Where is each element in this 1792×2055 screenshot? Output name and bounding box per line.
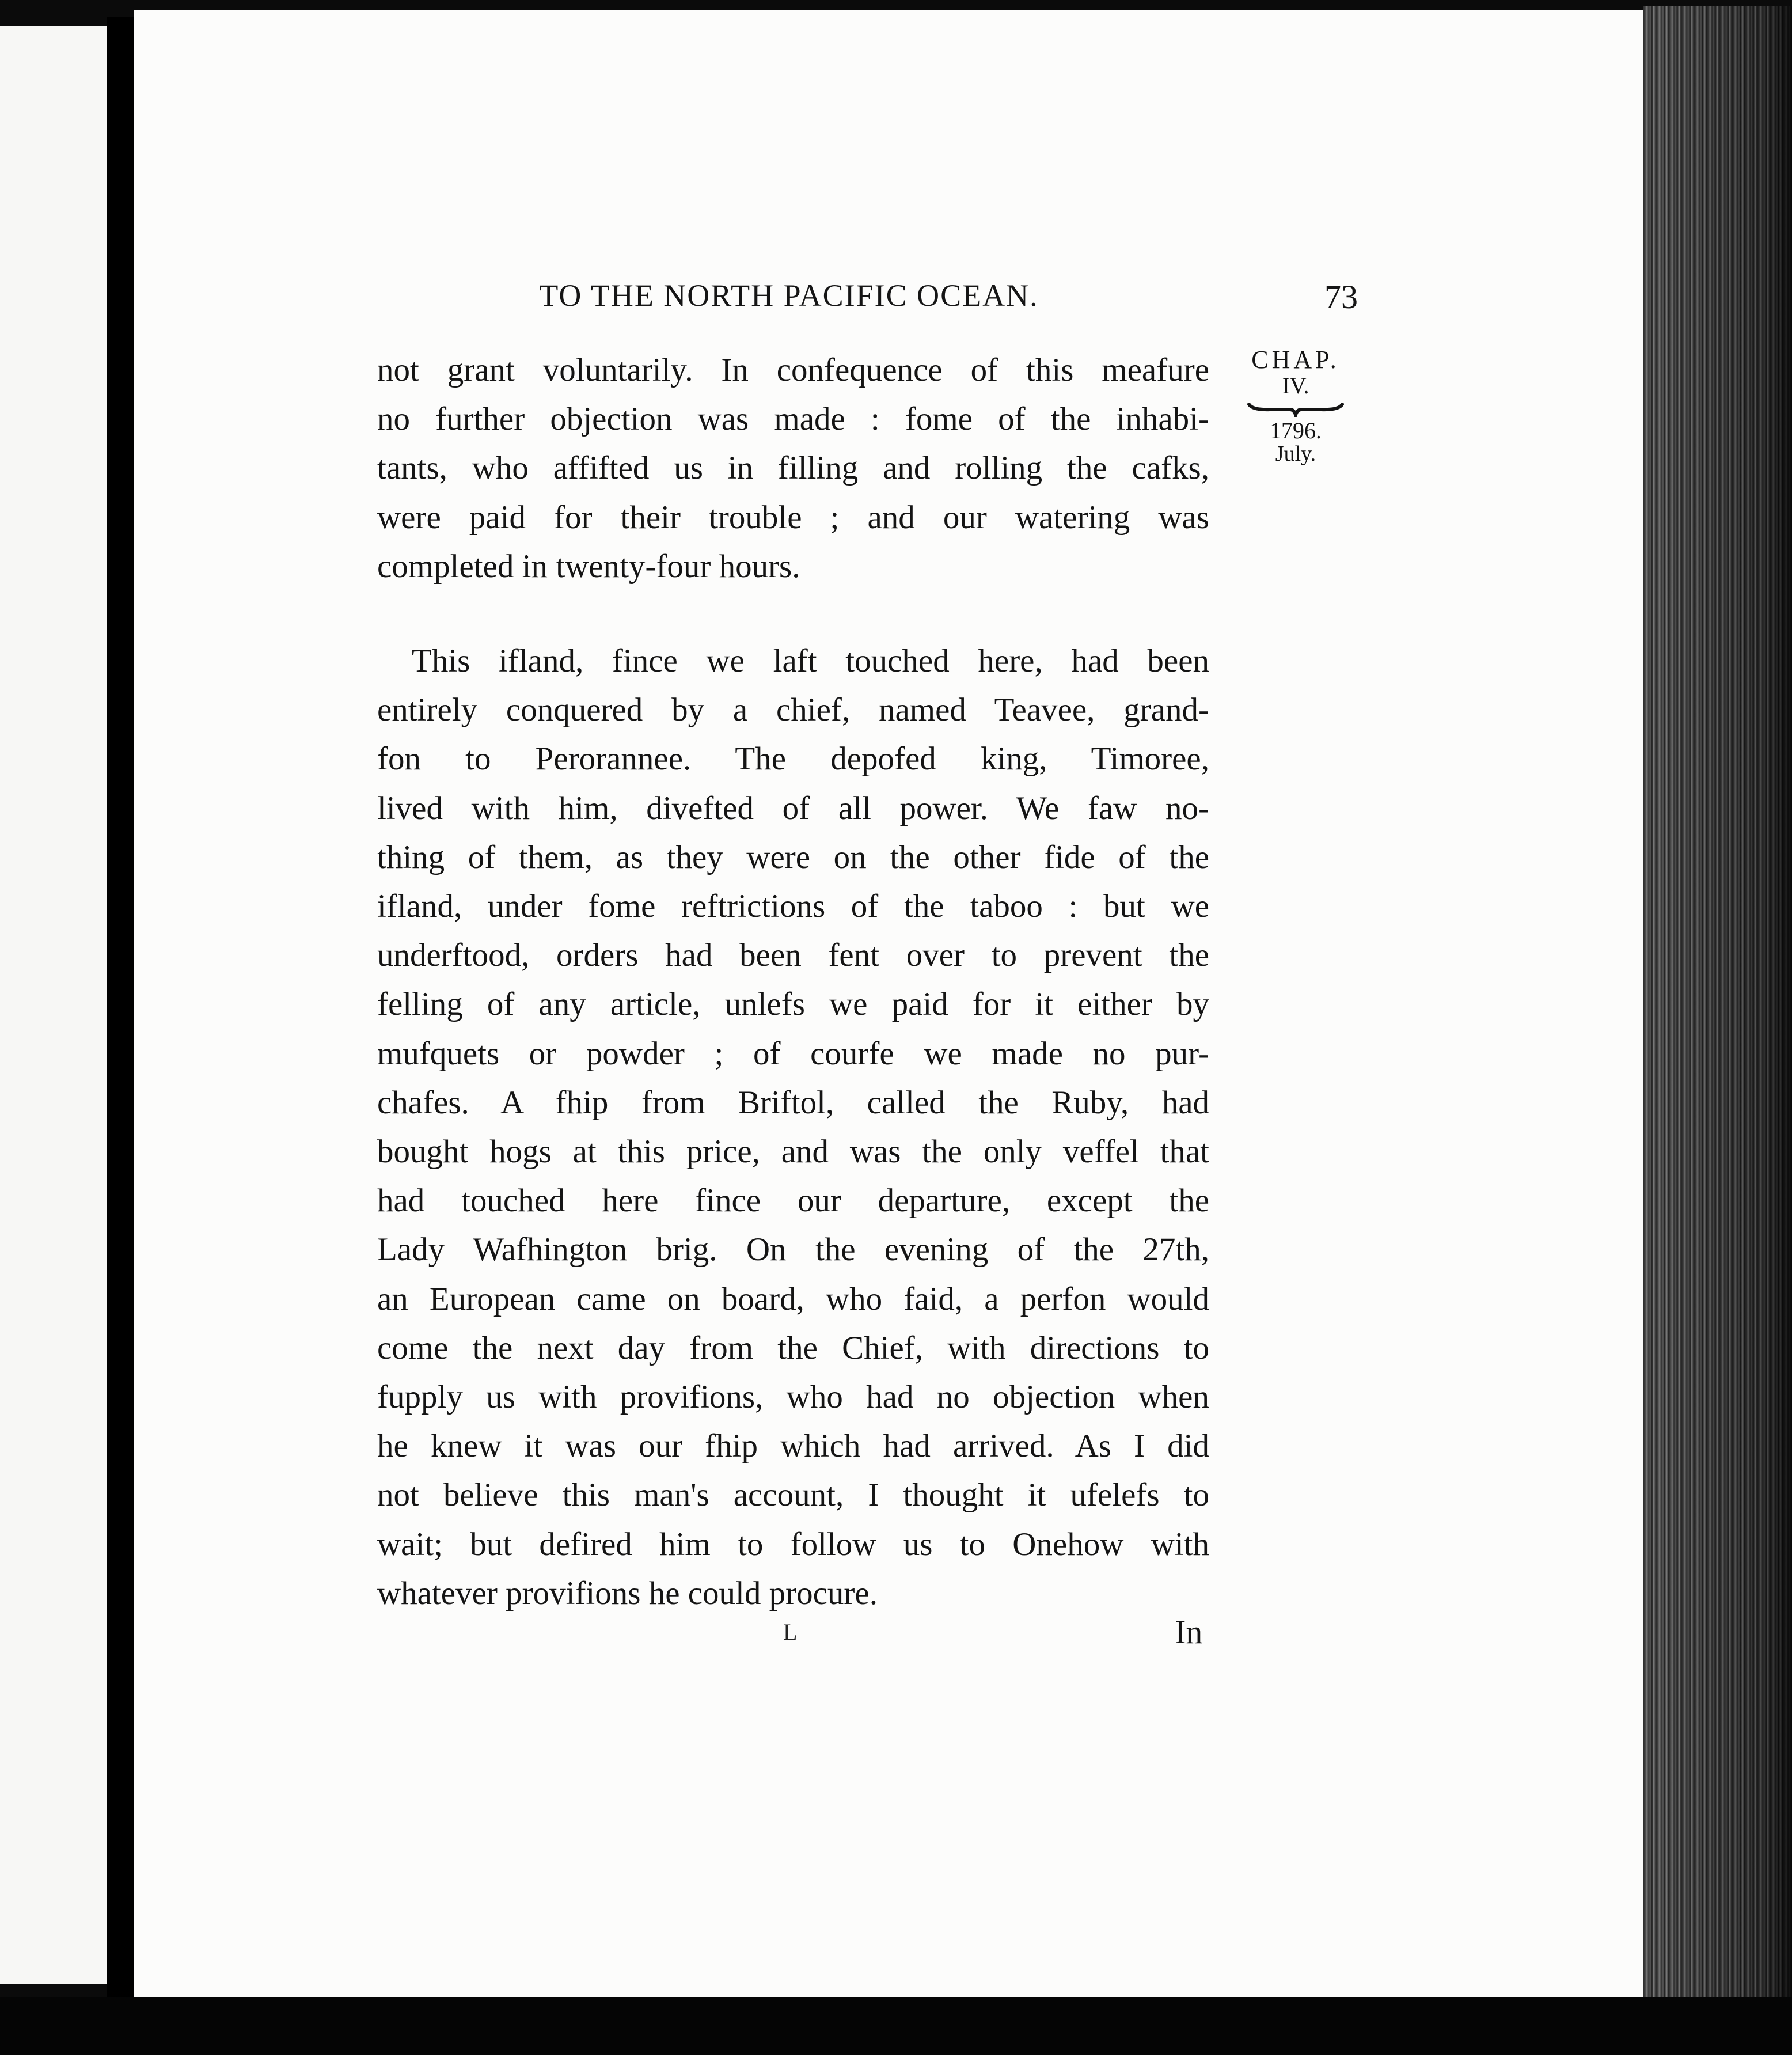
scan-bottom-border bbox=[0, 1997, 1792, 2055]
text-line: tants, who affifted us in filling and rolling the cafks, bbox=[377, 450, 1209, 487]
margin-year: 1796. bbox=[1270, 418, 1322, 443]
text-line: not believe this man's account, I thought it ufelefs to bbox=[377, 1477, 1209, 1514]
text-line: underftood, orders had been fent over to prevent the bbox=[377, 937, 1209, 974]
paragraph-continuation bbox=[377, 346, 1209, 591]
text-line: come the next day from the Chief, with directions to bbox=[377, 1329, 1209, 1366]
text-line: ifland, under fome reftrictions of the taboo : but we bbox=[377, 888, 1209, 925]
text-line: chafes. A fhip from Briftol, called the Ruby, had bbox=[377, 1084, 1209, 1121]
page-number: 73 bbox=[1324, 278, 1358, 316]
facing-page-edge bbox=[0, 26, 107, 1984]
margin-note bbox=[1232, 346, 1359, 465]
catchword: In bbox=[1175, 1613, 1203, 1651]
text-line: thing of them, as they were on the other fide of the bbox=[377, 839, 1209, 875]
text-line: mufquets or powder ; of courfe we made no pur- bbox=[377, 1035, 1209, 1072]
text-line: an European came on board, who faid, a perfon would bbox=[377, 1280, 1209, 1317]
text-line: no further objection was made : fome of the inhabi- bbox=[377, 401, 1209, 438]
running-head: TO THE NORTH PACIFIC OCEAN. bbox=[539, 278, 1039, 313]
text-line: This ifland, fince we laft touched here, had been bbox=[412, 643, 1209, 679]
text-line: fon to Perorannee. The depofed king, Timoree, bbox=[377, 741, 1209, 778]
text-line: fupply us with provifions, who had no objection when bbox=[377, 1379, 1209, 1416]
text-line: bought hogs at this price, and was the only veffel that bbox=[377, 1133, 1209, 1170]
text-line: lived with him, divefted of all power. We faw no- bbox=[377, 790, 1209, 826]
text-line: wait; but defired him to follow us to Onehow with bbox=[377, 1526, 1209, 1563]
text-line: not grant voluntarily. In confequence of this meafure bbox=[377, 352, 1209, 388]
text-line: completed in twenty-four hours. bbox=[377, 548, 800, 585]
margin-month: July. bbox=[1275, 442, 1316, 466]
text-line: he knew it was our fhip which had arrived. As I did bbox=[377, 1428, 1209, 1465]
text-line: Lady Wafhington brig. On the evening of the 27th, bbox=[377, 1231, 1209, 1268]
book-gutter bbox=[107, 17, 134, 2010]
chapter-number: IV. bbox=[1282, 373, 1309, 399]
signature-mark: L bbox=[783, 1619, 798, 1645]
text-line: felling of any article, unlefs we paid for it either by bbox=[377, 986, 1209, 1023]
chapter-label: CHAP. bbox=[1251, 346, 1340, 374]
paragraph-island bbox=[377, 636, 1209, 1618]
text-line: had touched here fince our departure, except the bbox=[377, 1182, 1209, 1219]
brace-ornament-icon bbox=[1247, 400, 1345, 417]
text-line: were paid for their trouble ; and our watering was bbox=[377, 499, 1209, 536]
text-line: whatever provifions he could procure. bbox=[377, 1575, 878, 1612]
page-fore-edge bbox=[1643, 6, 1792, 2022]
text-line: entirely conquered by a chief, named Teavee, grand- bbox=[377, 692, 1209, 729]
